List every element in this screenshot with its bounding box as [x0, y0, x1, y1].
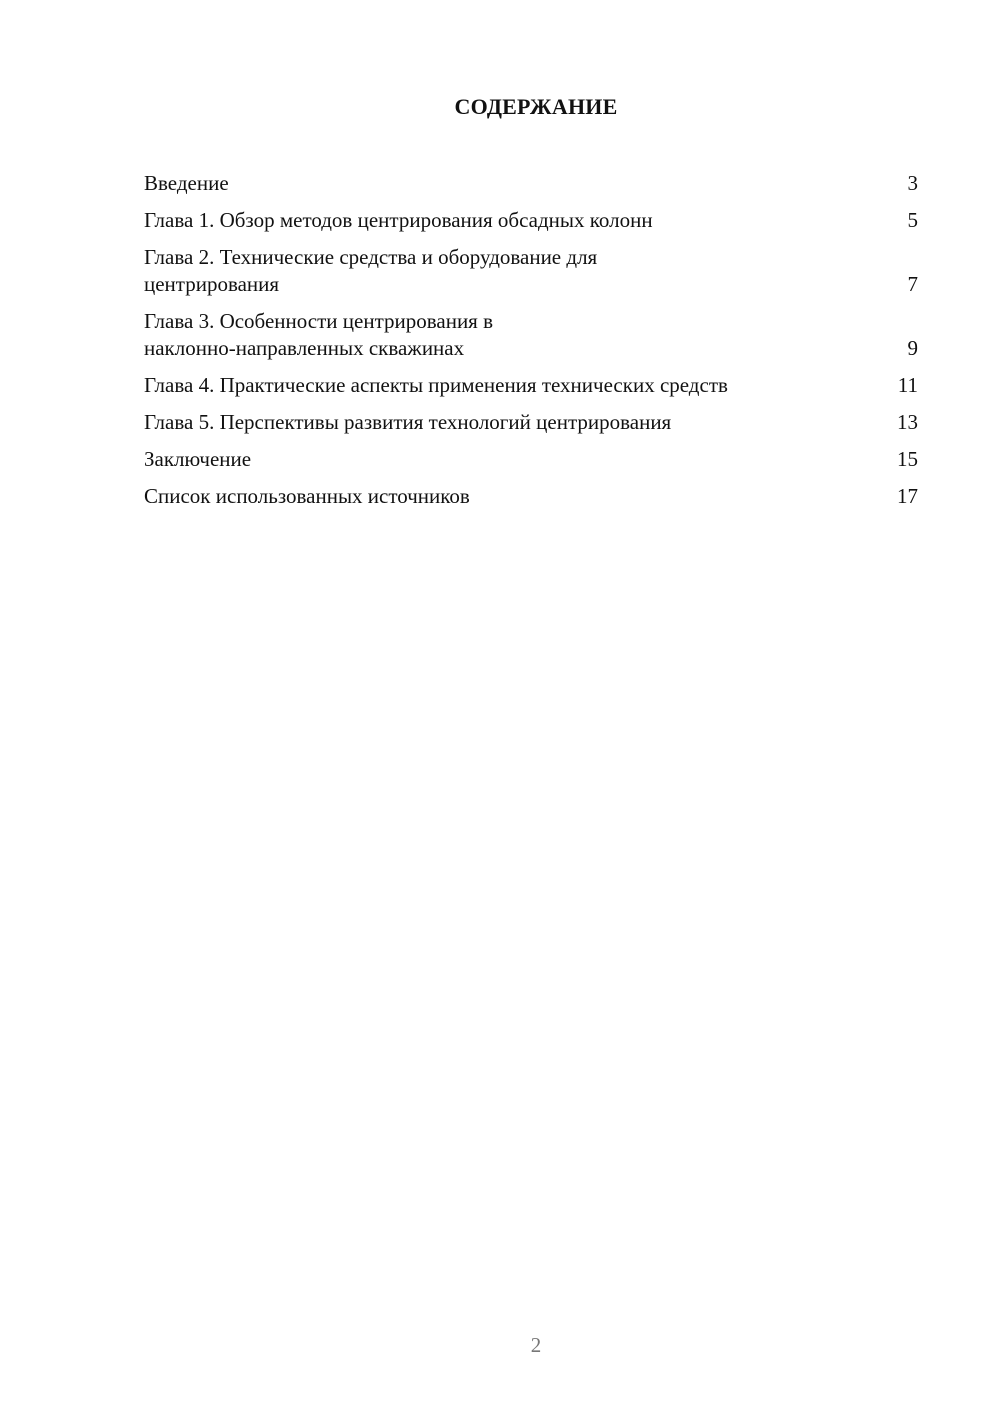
toc-entry-text: Глава 4. Практические аспекты применения технических средств — [144, 373, 728, 397]
toc-entry-references — [144, 483, 918, 510]
toc-entry-text: Глава 3. Особенности центрирования в наклонно-направленных скважинах — [144, 309, 494, 360]
toc-entry-page: 5 — [907, 208, 918, 232]
toc-entry-text: Введение — [144, 171, 229, 195]
toc-entry-chapter-5 — [144, 409, 918, 436]
toc-entry-page: 3 — [907, 171, 918, 195]
toc-entry-chapter-4 — [144, 372, 918, 399]
toc-entry-text: Заключение — [144, 447, 252, 471]
toc-entry-text: Глава 1. Обзор методов центрирования обсадных колонн — [144, 208, 653, 232]
toc-entry-text: Список использованных источников — [144, 484, 470, 508]
toc-entry-page: 17 — [897, 484, 918, 508]
toc-entry-text: Глава 5. Перспективы развития технологий центрирования — [144, 410, 672, 434]
toc-entry-page: 9 — [907, 336, 918, 360]
toc-entry-chapter-2 — [144, 244, 918, 298]
toc-entry-page: 15 — [897, 447, 918, 471]
toc-entry-page: 7 — [907, 272, 918, 296]
page-number: 2 — [530, 1333, 542, 1357]
toc-entry-text: Глава 2. Технические средства и оборудование для центрирования — [144, 245, 598, 296]
page-title: СОДЕРЖАНИЕ — [454, 94, 618, 119]
toc-entry-conclusion — [144, 446, 918, 473]
toc-entry-introduction — [144, 170, 918, 197]
toc-entry-page: 11 — [897, 373, 918, 397]
toc-entry-chapter-1 — [144, 207, 918, 234]
toc-entry-page: 13 — [897, 410, 918, 434]
toc-entry-chapter-3 — [144, 308, 918, 362]
table-of-contents — [144, 170, 918, 520]
